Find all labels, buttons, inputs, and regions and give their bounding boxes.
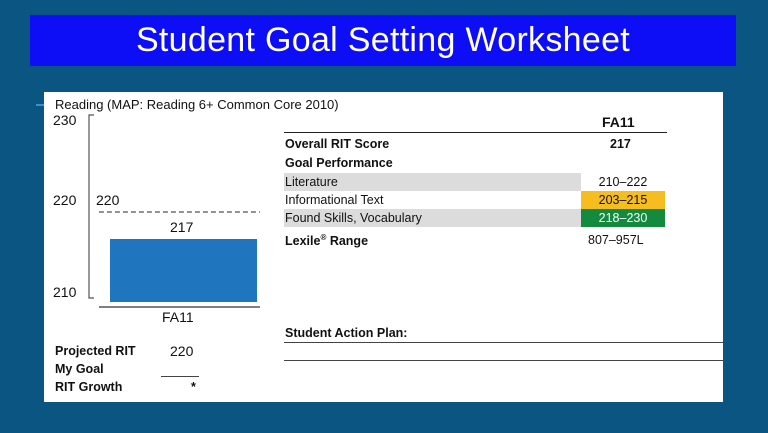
goal-range: 203–215 [581,191,665,209]
goal-name: Literature [285,175,338,189]
projected-rit-value: 220 [170,343,194,359]
lexile-range-suffix: Range [326,234,369,249]
my-goal-label: My Goal [55,362,104,376]
worksheet-title: Student Goal Setting Worksheet [30,15,736,66]
worksheet-panel [44,92,723,402]
goal-range: 218–230 [581,209,665,227]
action-plan-label: Student Action Plan: [285,326,408,340]
goal-name: Informational Text [285,193,384,207]
reference-line-label: 220 [96,192,120,208]
rit-growth-label: RIT Growth [55,380,123,394]
lexile-range-label [285,233,368,248]
goal-range: 210–222 [598,175,648,189]
action-plan-line-2[interactable] [284,360,723,361]
overall-rit-value: 217 [610,137,631,151]
overall-rit-label: Overall RIT Score [285,137,390,151]
bar-data-label: 217 [170,219,194,235]
bar-fa11 [110,239,257,302]
x-tick-fa11: FA11 [162,309,194,325]
goal-performance-label: Goal Performance [285,156,393,170]
table-header-rule [284,132,667,133]
y-tick-230: 230 [53,112,77,128]
y-axis-bracket [89,115,94,298]
lexile-label-text: Lexile [285,234,321,249]
lexile-range-value: 807–957L [588,233,644,247]
action-plan-line-1[interactable] [284,342,723,343]
table-column-header: FA11 [602,114,635,130]
projected-rit-label: Projected RIT [55,344,136,358]
subject-label: Reading (MAP: Reading 6+ Common Core 2010) [55,97,339,112]
my-goal-field[interactable] [161,376,199,377]
rit-growth-value: * [191,380,196,394]
goal-name: Found Skills, Vocabulary [285,211,422,225]
y-tick-220: 220 [53,192,77,208]
registered-mark: ® [320,233,327,242]
y-tick-210: 210 [53,284,77,300]
slide-accent-dash [36,104,44,106]
rit-chart [44,92,284,332]
